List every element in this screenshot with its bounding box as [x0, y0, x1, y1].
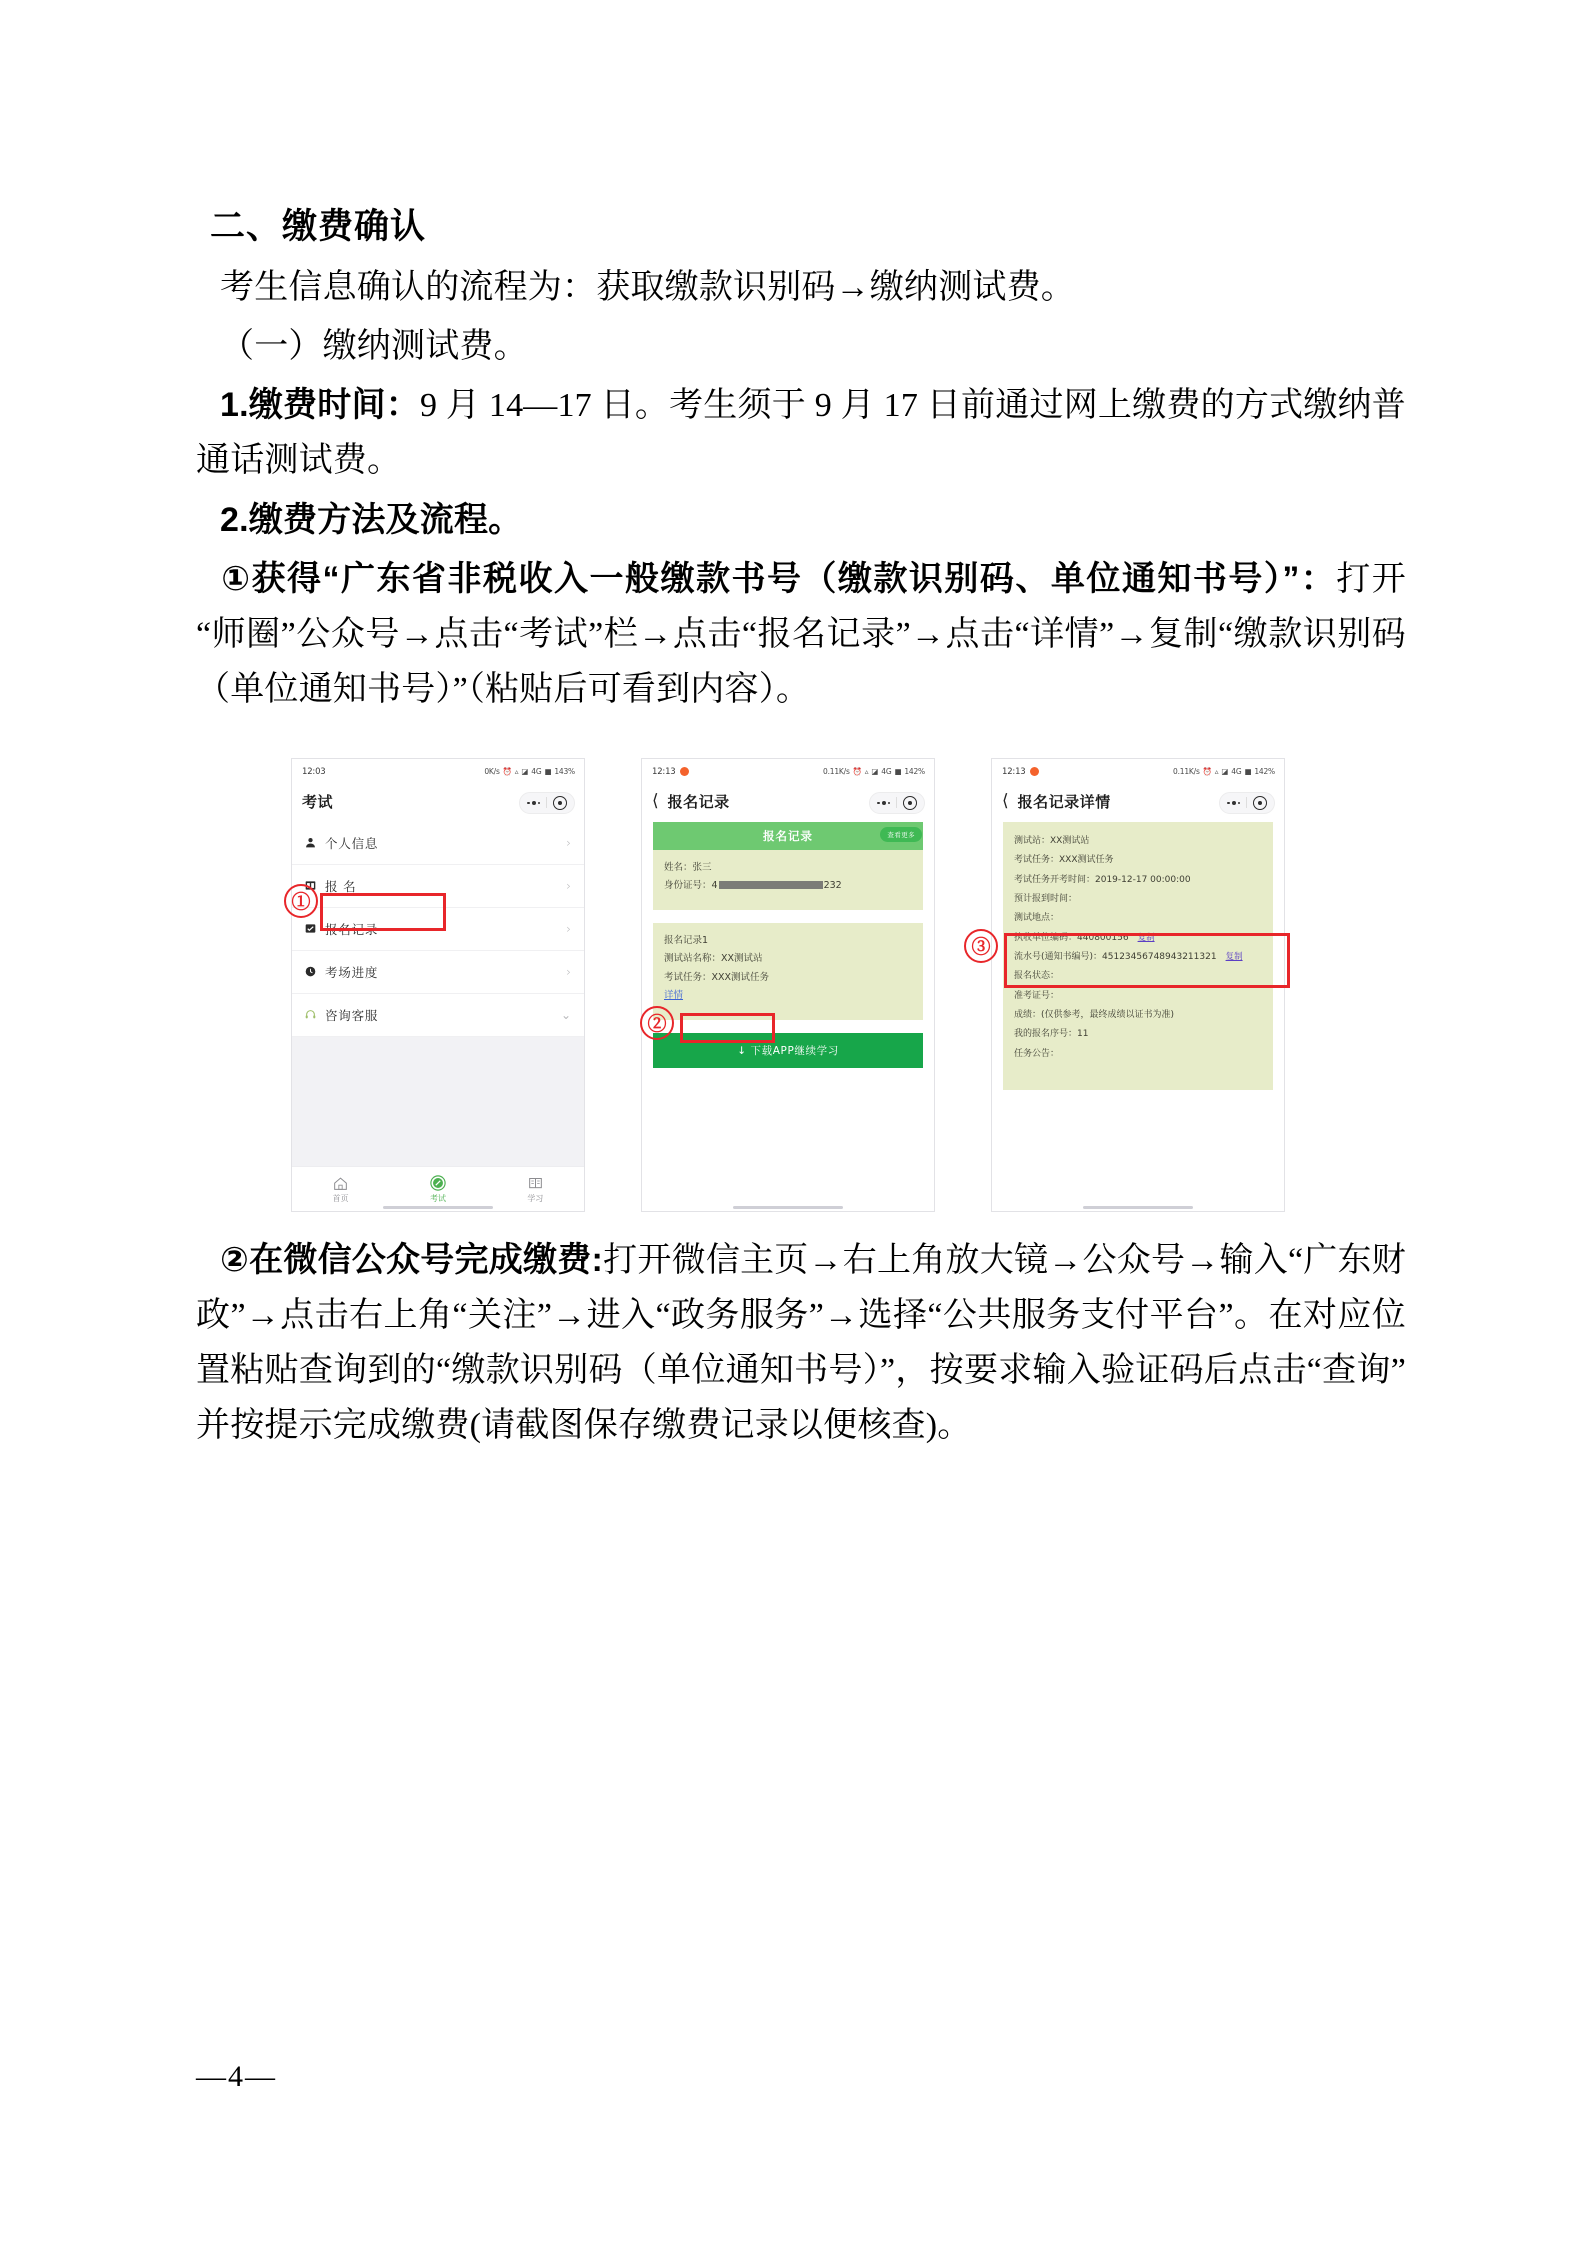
chevron-right-icon: › — [566, 835, 571, 850]
status-bar-right — [1173, 767, 1275, 776]
status-battery: 142% — [904, 767, 925, 777]
book-icon — [528, 1174, 543, 1191]
wifi-icon: ▵ — [864, 767, 869, 777]
page-title: 考试 — [302, 793, 334, 812]
status-bar-left — [1002, 767, 1039, 777]
download-app-label: 下载APP继续学习 — [750, 1044, 839, 1057]
menu-item-exam-progress[interactable] — [292, 951, 584, 994]
view-more-badge[interactable]: 查看更多 — [880, 827, 922, 842]
menu-item-personal-info[interactable] — [292, 822, 584, 865]
wechat-capsule[interactable] — [869, 792, 925, 814]
paragraph-step-2 — [196, 1233, 1406, 1453]
detail-field: 测试站：XX测试站 — [1014, 835, 1090, 846]
section-heading: 二、缴费确认 — [210, 207, 427, 246]
paragraph-subsection-1 — [196, 319, 1406, 374]
status-speed: 0K/s — [484, 767, 500, 777]
chevron-down-icon: ⌄ — [560, 1007, 571, 1022]
home-indicator — [1083, 1206, 1193, 1209]
wechat-capsule[interactable] — [1219, 792, 1275, 814]
copy-unit-code-button[interactable]: 复制 — [1137, 932, 1155, 943]
chevron-right-icon: › — [566, 921, 571, 936]
more-icon[interactable] — [877, 801, 890, 805]
menu-item-label: 个人信息 — [325, 835, 379, 851]
record-card-container — [642, 822, 934, 1020]
more-icon[interactable] — [1227, 801, 1240, 805]
phone-screenshot-record-detail — [992, 759, 1284, 1211]
detail-card — [1003, 822, 1273, 1090]
menu-item-label: 报 名 — [325, 878, 357, 894]
home-indicator — [383, 1206, 493, 1209]
wifi-icon: ▵ — [1214, 767, 1219, 777]
record-item-title: 报名记录1 — [664, 934, 709, 946]
alarm-icon: ⏰ — [852, 767, 862, 777]
exam-menu-list — [292, 822, 584, 1037]
record-item-station: 测试站名称：XX测试站 — [664, 953, 763, 965]
detail-field: 我的报名序号：11 — [1014, 1029, 1089, 1040]
menu-item-registration-record[interactable] — [292, 908, 584, 951]
tab-exam[interactable] — [389, 1167, 486, 1211]
record-id-row — [664, 877, 912, 896]
battery-icon: ■ — [1244, 767, 1252, 777]
detail-field: 报名状态： — [1014, 971, 1060, 982]
phone-screenshot-registration-record — [642, 759, 934, 1211]
serial-number-value: 45123456748943211321 — [1102, 951, 1217, 962]
detail-field: 成绩：(仅供参考，最终成绩以证书为准) — [1014, 1009, 1175, 1020]
record-id-label: 身份证号： — [664, 880, 712, 892]
annotation-marker-1: ① — [284, 884, 318, 918]
status-network: 4G — [881, 767, 892, 777]
payment-method-label: 2.缴费方法及流程。 — [220, 500, 523, 539]
record-id-prefix: 4 — [711, 880, 718, 892]
record-id-suffix: 232 — [823, 880, 842, 892]
chevron-right-icon: › — [566, 964, 571, 979]
unit-code-value: 440800156 — [1077, 932, 1129, 943]
close-circle-icon[interactable] — [903, 796, 917, 810]
record-name-value: 张三 — [692, 861, 712, 873]
detail-field: 准考证号： — [1014, 990, 1060, 1001]
capsule-divider — [1246, 797, 1247, 808]
step-2-text: 打开微信主页→右上角放大镜→公众号→输入“广东财政”→点击右上角“关注”→进入“政务服务”→选择“公共服务支付平台”。在对应位置粘贴查询到的“缴款识别码（单位通知书号）”，按要求输入验证码后点击“查询”并按提示完成缴费(请截图保存缴费记录以便核查)。 — [196, 1241, 1406, 1445]
user-icon — [304, 836, 317, 849]
status-bar-left — [652, 767, 689, 777]
download-arrow-icon: ↓ — [737, 1044, 751, 1057]
tab-study[interactable] — [487, 1167, 584, 1211]
serial-number-row — [1014, 948, 1262, 967]
detail-field: 考试任务：XXX测试任务 — [1014, 855, 1114, 866]
alarm-icon: ⏰ — [502, 767, 512, 777]
bottom-tab-bar — [292, 1166, 584, 1211]
payment-time-text: 9 月 14—17 日。考生须于 9 月 17 日前通过网上缴费的方式缴纳普通话测试费。 — [196, 387, 1406, 480]
phone-screenshot-exam-menu — [292, 759, 584, 1211]
notification-dot-icon — [680, 767, 689, 776]
unit-code-label: 执收单位编码： — [1014, 932, 1078, 943]
paragraph-flow-text: 考生信息确认的流程为：获取缴款识别码→缴纳测试费。 — [220, 269, 1075, 307]
page-number: —4— — [196, 2060, 277, 2093]
detail-link[interactable]: 详情 — [664, 990, 684, 1002]
copy-serial-number-button[interactable]: 复制 — [1225, 951, 1243, 962]
home-indicator — [733, 1206, 843, 1209]
download-app-button[interactable] — [653, 1033, 923, 1068]
notification-dot-icon — [1030, 767, 1039, 776]
tab-label: 首页 — [332, 1193, 349, 1203]
record-name-row — [664, 859, 912, 878]
annotation-marker-2: ② — [640, 1006, 674, 1040]
status-speed: 0.11K/s — [1173, 767, 1200, 777]
paragraph-payment-time — [196, 378, 1406, 488]
record-card-title: 报名记录 — [653, 822, 923, 850]
step-1-text: 打开“师圈”公众号→点击“考试”栏→点击“报名记录”→点击“详情”→复制“缴款识别码（单位通知书号）”（粘贴后可看到内容）。 — [196, 560, 1406, 708]
more-icon[interactable] — [527, 801, 540, 805]
signal-icon: ◪ — [1221, 767, 1229, 777]
document-content — [196, 200, 1406, 1457]
paragraph-payment-method — [196, 493, 1406, 548]
nav-bar — [642, 782, 934, 822]
signal-icon: ◪ — [871, 767, 879, 777]
redacted-id-bar — [719, 881, 823, 889]
tab-label: 考试 — [429, 1193, 446, 1203]
tab-label: 学习 — [527, 1193, 544, 1203]
wechat-capsule[interactable] — [519, 792, 575, 814]
status-time: 12:03 — [302, 766, 326, 777]
status-network: 4G — [531, 767, 542, 777]
status-network: 4G — [1231, 767, 1242, 777]
paragraph-step-1 — [196, 552, 1406, 717]
menu-item-register[interactable] — [292, 865, 584, 908]
tab-home[interactable] — [292, 1167, 389, 1211]
detail-field: 测试地点： — [1014, 913, 1060, 924]
alarm-icon: ⏰ — [1202, 767, 1212, 777]
record-name-label: 姓名： — [664, 861, 693, 873]
detail-field: 预计报到时间： — [1014, 893, 1078, 904]
menu-item-customer-service[interactable] — [292, 994, 584, 1037]
status-speed: 0.11K/s — [823, 767, 850, 777]
detail-field: 任务公告： — [1014, 1048, 1060, 1059]
serial-number-label: 流水号(通知书编号)： — [1014, 951, 1103, 962]
record-item-card — [653, 923, 923, 1020]
menu-item-label: 报名记录 — [325, 921, 379, 937]
page-title: 报名记录详情 — [1017, 793, 1111, 812]
payment-time-label: 1.缴费时间： — [220, 386, 420, 425]
chevron-right-icon: › — [566, 878, 571, 893]
status-bar-right — [484, 767, 575, 776]
status-bar — [642, 759, 934, 782]
record-icon — [304, 922, 317, 935]
capsule-divider — [896, 797, 897, 808]
menu-item-label: 咨询客服 — [325, 1007, 379, 1023]
back-icon[interactable]: ⟨ — [1002, 791, 1009, 812]
exam-icon — [430, 1174, 446, 1191]
record-card-body — [653, 850, 923, 910]
back-icon[interactable]: ⟨ — [652, 791, 659, 812]
signal-icon: ◪ — [521, 767, 529, 777]
home-icon — [333, 1174, 348, 1191]
clock-icon — [304, 965, 317, 978]
status-time: 12:13 — [1002, 766, 1026, 777]
status-bar — [992, 759, 1284, 782]
paragraph-flow — [196, 260, 1406, 315]
wifi-icon: ▵ — [514, 767, 519, 777]
close-circle-icon[interactable] — [553, 796, 567, 810]
battery-icon: ■ — [894, 767, 902, 777]
capsule-divider — [546, 797, 547, 808]
nav-bar — [292, 782, 584, 822]
page-title: 报名记录 — [667, 793, 730, 812]
detail-field: 考试任务开考时间：2019-12-17 00:00:00 — [1014, 874, 1191, 885]
screenshot-figure — [292, 741, 1302, 1211]
unit-code-row — [1014, 929, 1262, 948]
step-1-bold: ①获得“广东省非税收入一般缴款书号（缴款识别码、单位通知书号）”： — [220, 559, 1337, 598]
menu-item-label: 考场进度 — [325, 964, 379, 980]
annotation-marker-3: ③ — [964, 929, 998, 963]
record-item-task: 考试任务：XXX测试任务 — [664, 971, 770, 983]
card-gap — [653, 910, 923, 923]
status-time: 12:13 — [652, 766, 676, 777]
nav-bar — [992, 782, 1284, 822]
status-battery: 142% — [1254, 767, 1275, 777]
headset-icon — [304, 1008, 317, 1021]
close-circle-icon[interactable] — [1253, 796, 1267, 810]
status-bar-left — [302, 767, 326, 777]
status-bar-right — [823, 767, 925, 776]
status-bar — [292, 759, 584, 782]
detail-card-container — [992, 822, 1284, 1090]
step-2-bold: ②在微信公众号完成缴费: — [220, 1240, 604, 1279]
paragraph-subsection-1-text: （一）缴纳测试费。 — [220, 328, 528, 366]
battery-icon: ■ — [544, 767, 552, 777]
status-battery: 143% — [554, 767, 575, 777]
